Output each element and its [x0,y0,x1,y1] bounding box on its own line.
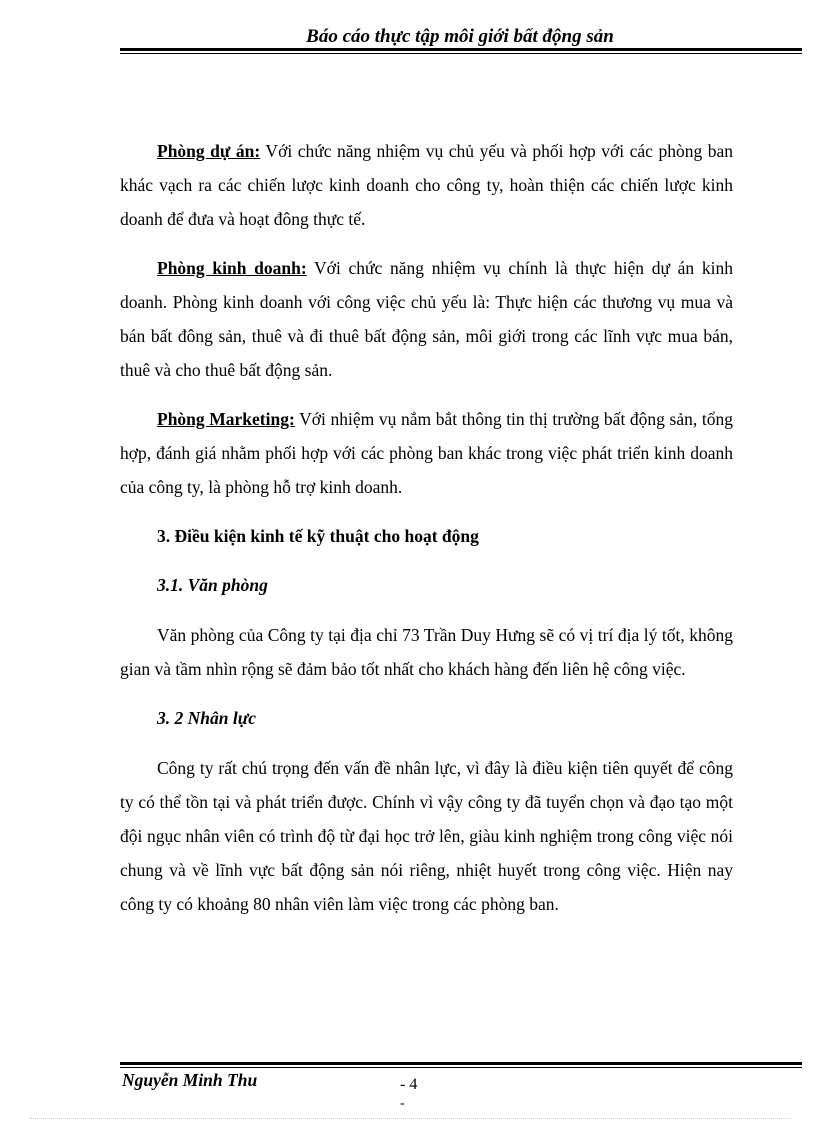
footer-author: Nguyễn Minh Thu [122,1070,258,1090]
paragraph-phong-marketing [120,402,733,504]
section-heading: 3. Điều kiện kinh tế kỹ thuật cho hoạt động [157,526,479,546]
page-number: - 4 [400,1076,418,1093]
paragraph-phong-du-an [120,134,733,236]
header-rule-thick [120,48,802,51]
subsection-heading-nhan-luc: 3. 2 Nhân lực [157,708,256,728]
paragraph-van-phong: Văn phòng của Công ty tại địa chỉ 73 Trần Duy Hưng sẽ có vị trí địa lý tốt, không gian và tầm nhìn rộng sẽ đảm bảo tốt nhất cho khách hàng đến liên hệ công việc. [120,625,733,679]
header-rule-thin [120,53,802,54]
paragraph-lead: Phòng dự án: [157,141,261,161]
subsection-heading-van-phong: 3.1. Văn phòng [157,575,268,595]
footer-rule-thick [120,1062,802,1065]
page-bottom-border [30,1118,790,1119]
paragraph-nhan-luc: Công ty rất chú trọng đến vấn đề nhân lực, vì đây là điều kiện tiên quyết để công ty có thể tồn tại và phát triển được. Chính vì vậy công ty đã tuyển chọn và đạo tạo một đội ngục nhân viên có trình độ từ đại học trở lên, giàu kinh nghiệm trong công việc nói chung và về lĩnh vực bất động sản nói riêng, nhiệt huyết trong công việc. Hiện nay công ty có khoảng 80 nhân viên làm việc trong các phòng ban. [120,758,733,914]
paragraph-lead: Phòng kinh doanh: [157,258,307,278]
document-body [120,134,733,936]
page-number-suffix: - [400,1096,405,1111]
paragraph-phong-kinh-doanh [120,251,733,387]
paragraph-text: Với chức năng nhiệm vụ chính là thực hiện dự án kinh doanh. Phòng kinh doanh với công việc chủ yếu là: Thực hiện các thương vụ mua và bán bất đông sản, thuê và đi thuê bất động sản, môi giới trong các lĩnh vực mua bán, thuê và cho thuê bất động sản. [120,258,733,380]
paragraph-lead: Phòng Marketing: [157,409,295,429]
paragraph-text: Với nhiệm vụ nắm bắt thông tin thị trường bất động sản, tổng hợp, đánh giá nhằm phối hợp với các phòng ban khác trong việc phát triển kinh doanh của công ty, là phòng hỗ trợ kinh doanh. [120,409,733,497]
page-header-title: Báo cáo thực tập môi giới bất động sản [306,26,614,47]
footer-rule-thin [120,1067,802,1068]
paragraph-text: Với chức năng nhiệm vụ chủ yếu và phối hợp với các phòng ban khác vạch ra các chiến lược kinh doanh cho công ty, hoàn thiện các chiến lược kinh doanh để đưa và hoạt đông thực tế. [120,141,733,229]
